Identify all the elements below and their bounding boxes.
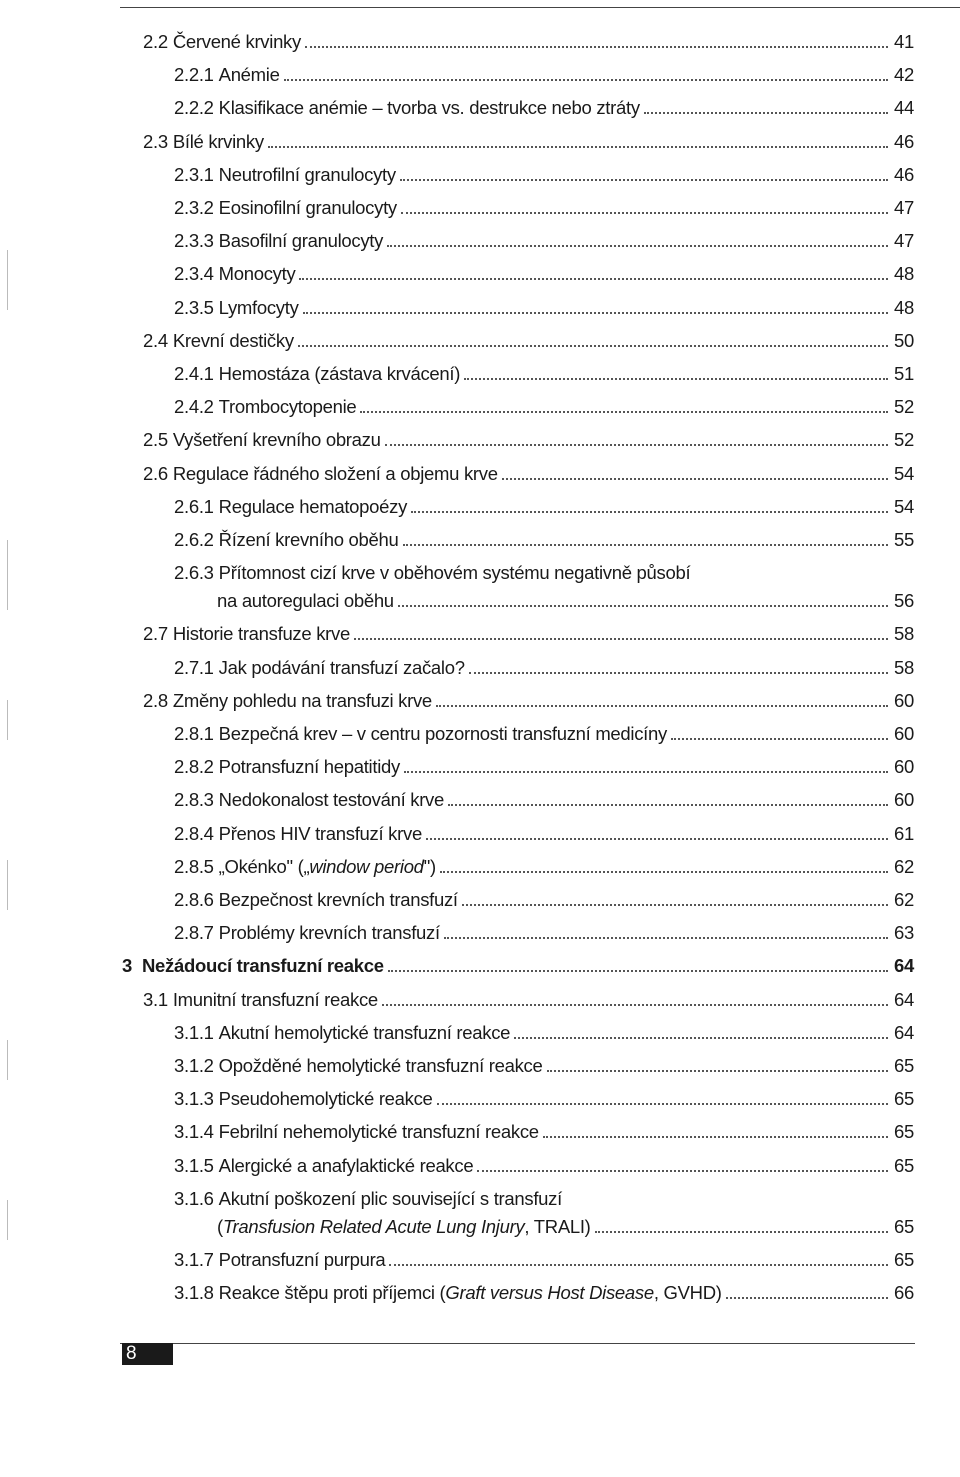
toc-entry-title: Nedokonalost testování krve: [218, 789, 444, 811]
scan-mark: [7, 250, 8, 310]
toc-entry-title: Potransfuzní hepatitidy: [218, 756, 400, 778]
toc-entry-title: Anémie: [218, 64, 280, 86]
toc-entry: [174, 723, 914, 745]
toc-entry-number: 3.1.1: [174, 1021, 214, 1043]
toc-entry: [174, 1088, 914, 1110]
toc-entry-number: 2.7.1: [174, 656, 214, 678]
toc-entry-page: 64: [894, 955, 914, 977]
dot-leader: [388, 970, 888, 972]
toc-entry-number: 2.3.3: [174, 230, 214, 252]
toc-entry-continuation: [217, 590, 914, 612]
toc-entry-title: Akutní hemolytické transfuzní reakce: [218, 1021, 511, 1043]
toc-entry-page: 64: [894, 988, 914, 1010]
top-rule: [120, 7, 960, 8]
dot-leader: [448, 804, 888, 806]
toc-entry-page: 65: [894, 1154, 914, 1176]
toc-entry: [122, 955, 914, 977]
dot-leader: [502, 478, 888, 480]
toc-entry-title: Pseudohemolytické reakce: [218, 1088, 433, 1110]
toc-entry-title: Přenos HIV transfuzí krve: [218, 822, 422, 844]
toc-entry-title: Červené krvinky: [172, 31, 301, 52]
toc-entry-title: Imunitní transfuzní reakce: [172, 988, 378, 1010]
toc-entry-page: 60: [894, 789, 914, 811]
dot-leader: [401, 212, 888, 214]
dot-leader: [444, 937, 888, 939]
dot-leader: [303, 312, 888, 314]
toc-entry-number: 2.3.1: [174, 163, 214, 185]
toc-entry-number: 2.8.6: [174, 889, 214, 910]
dot-leader: [298, 345, 888, 347]
toc-entry: [174, 1055, 914, 1077]
toc-entry: [143, 463, 914, 485]
toc-entry-title: Febrilní nehemolytické transfuzní reakce: [218, 1121, 539, 1143]
toc-entry-number: 2.6: [143, 462, 168, 484]
toc-entry-page: 41: [894, 31, 914, 52]
toc-entry-number: 2.4: [143, 329, 168, 351]
toc-entry: [174, 1282, 914, 1304]
toc-entry-number: 2.8.2: [174, 756, 214, 778]
toc-entry-page: 65: [894, 1215, 914, 1237]
toc-entry-number: 3.1.5: [174, 1154, 214, 1176]
toc-entry: [174, 789, 914, 811]
toc-entry-number: 3.1.3: [174, 1088, 214, 1110]
toc-entry-title-line2: na autoregulaci oběhu: [217, 590, 394, 612]
toc-entry-number: 2.8.5: [174, 855, 214, 877]
toc-entry-number: 2.8.3: [174, 789, 214, 811]
scan-mark: [7, 700, 8, 740]
toc-entry-title: Alergické a anafylaktické reakce: [218, 1154, 474, 1176]
toc-entry-title: „Okénko" („window period"): [218, 855, 436, 877]
toc-entry-title: Basofilní granulocyty: [218, 230, 384, 252]
toc-entry-number: 3.1.7: [174, 1249, 214, 1270]
bottom-rule: [120, 1343, 915, 1344]
toc-entry-page: 56: [894, 590, 914, 612]
toc-entry: [174, 529, 914, 551]
toc-entry-page: 52: [894, 396, 914, 418]
toc-entry-number: 2.5: [143, 429, 168, 451]
toc-entry-number: 2.3.2: [174, 197, 214, 218]
dot-leader: [403, 544, 888, 546]
toc-entry-title: Opožděné hemolytické transfuzní reakce: [218, 1055, 543, 1076]
toc-entry-number: 3.1.2: [174, 1055, 214, 1076]
toc-entry: [143, 989, 914, 1011]
toc-entry-title: Přítomnost cizí krve v oběhovém systému negativně působí: [218, 562, 691, 584]
toc-entry: [174, 1155, 914, 1177]
toc-entry-number: 2.2: [143, 31, 168, 52]
toc-entry-page: 65: [894, 1088, 914, 1110]
toc-entry-page: 60: [894, 756, 914, 778]
toc-entry-page: 66: [894, 1282, 914, 1304]
toc-entry-page: 64: [894, 1021, 914, 1043]
toc-entry-number: 3.1.8: [174, 1282, 214, 1304]
toc-entry-number: 2.8.7: [174, 922, 214, 944]
toc-entry: [174, 363, 914, 385]
toc-entry-page: 47: [894, 230, 914, 252]
scan-mark: [7, 860, 8, 910]
toc-entry-page: 51: [894, 363, 914, 384]
toc-entry: [174, 64, 914, 86]
page-number: 8: [122, 1343, 173, 1365]
toc-entry-title: Krevní destičky: [172, 329, 294, 351]
dot-leader: [671, 738, 888, 740]
scan-mark: [7, 540, 8, 610]
toc-entry-number: 2.3: [143, 130, 168, 152]
toc-entry-title: Vyšetření krevního obrazu: [172, 429, 381, 451]
dot-leader: [477, 1170, 888, 1172]
dot-leader: [354, 638, 888, 640]
toc-entry-title: Historie transfuze krve: [172, 623, 350, 645]
dot-leader: [400, 179, 888, 181]
toc-entry-page: 46: [894, 130, 914, 152]
toc-entry: [174, 297, 914, 319]
toc-entry-page: 63: [894, 922, 914, 944]
toc-entry-title: Eosinofilní granulocyty: [218, 197, 397, 218]
dot-leader: [547, 1070, 889, 1072]
toc-entry-page: 52: [894, 429, 914, 451]
toc-entry-title: Bezpečnost krevních transfuzí: [218, 889, 458, 910]
toc-entry-continuation: [217, 1216, 914, 1238]
dot-leader: [284, 79, 888, 81]
toc-entry: [174, 97, 914, 119]
toc-entry-title-line2: (Transfusion Related Acute Lung Injury, TRALI): [217, 1215, 591, 1237]
toc-entry-number: 2.6.3: [174, 562, 214, 584]
toc-entry-page: 54: [894, 495, 914, 517]
toc-entry-title: Klasifikace anémie – tvorba vs. destrukce nebo ztráty: [218, 97, 640, 119]
toc-entry-page: 58: [894, 656, 914, 678]
toc-entry-page: 65: [894, 1121, 914, 1143]
toc-entry-number: 2.2.2: [174, 97, 214, 119]
dot-leader: [387, 245, 888, 247]
toc-entry-title: Nežádoucí transfuzní reakce: [142, 955, 384, 977]
toc-entry-title: Bezpečná krev – v centru pozornosti transfuzní medicíny: [218, 723, 667, 744]
toc-entry-number: 3.1.4: [174, 1121, 214, 1143]
toc-entry-number: 3.1.6: [174, 1187, 214, 1209]
toc-entry-title: Regulace řádného složení a objemu krve: [172, 462, 498, 484]
toc-entry: [174, 562, 914, 584]
toc-entry: [174, 1188, 914, 1210]
toc-entry-page: 65: [894, 1249, 914, 1270]
toc-entry: [174, 1022, 914, 1044]
toc-entry-page: 48: [894, 263, 914, 285]
toc-entry-page: 50: [894, 329, 914, 351]
dot-leader: [440, 871, 888, 873]
toc-entry: [174, 263, 914, 285]
dot-leader: [398, 605, 888, 607]
toc-entry-title: Potransfuzní purpura: [218, 1249, 386, 1270]
dot-leader: [299, 278, 888, 280]
dot-leader: [469, 672, 888, 674]
toc-entry: [174, 1249, 914, 1271]
dot-leader: [437, 1103, 888, 1105]
toc-entry-page: 61: [894, 822, 914, 844]
toc-entry: [174, 922, 914, 944]
toc-entry: [143, 623, 914, 645]
toc-entry-title: Reakce štěpu proti příjemci (Graft versus Host Disease, GVHD): [218, 1282, 722, 1304]
dot-leader: [464, 378, 888, 380]
toc-entry-page: 55: [894, 529, 914, 550]
dot-leader: [305, 46, 888, 48]
toc-entry-title: Problémy krevních transfuzí: [218, 922, 440, 944]
dot-leader: [436, 705, 888, 707]
dot-leader: [726, 1297, 888, 1299]
dot-leader: [411, 511, 888, 513]
toc-entry: [143, 131, 914, 153]
toc-entry-title: Hemostáza (zástava krvácení): [218, 363, 461, 384]
toc-entry-title: Jak podávání transfuzí začalo?: [218, 656, 465, 678]
toc-entry: [174, 164, 914, 186]
toc-entry-title: Akutní poškození plic související s transfuzí: [218, 1187, 562, 1209]
toc-entry: [174, 823, 914, 845]
toc-entry: [174, 856, 914, 878]
toc-entry-number: 2.3.4: [174, 263, 214, 285]
toc-entry-number: 2.2.1: [174, 64, 214, 86]
toc-entry-number: 2.3.5: [174, 296, 214, 318]
toc-entry: [174, 197, 914, 219]
dot-leader: [268, 146, 888, 148]
dot-leader: [389, 1264, 888, 1266]
scan-mark: [7, 1200, 8, 1240]
scan-mark: [7, 1040, 8, 1080]
toc-entry-page: 60: [894, 723, 914, 744]
toc-entry-number: 2.6.1: [174, 495, 214, 517]
toc-entry-number: 2.4.1: [174, 363, 214, 384]
toc-entry-title: Regulace hematopoézy: [218, 495, 408, 517]
dot-leader: [543, 1136, 888, 1138]
toc-entry: [174, 889, 914, 911]
toc-entry-page: 62: [894, 855, 914, 877]
dot-leader: [360, 411, 888, 413]
toc-entry-page: 62: [894, 889, 914, 910]
dot-leader: [385, 444, 888, 446]
toc-entry-page: 47: [894, 197, 914, 218]
toc-entry-number: 2.7: [143, 623, 168, 645]
dot-leader: [514, 1037, 888, 1039]
toc-entry-page: 54: [894, 462, 914, 484]
toc-entry-title: Bílé krvinky: [172, 130, 264, 152]
toc-entry-page: 58: [894, 623, 914, 645]
toc-entry: [143, 429, 914, 451]
dot-leader: [462, 904, 888, 906]
toc-entry-number: 2.4.2: [174, 396, 214, 418]
toc-entry-page: 46: [894, 163, 914, 185]
toc-entry-page: 65: [894, 1055, 914, 1076]
dot-leader: [404, 771, 888, 773]
toc-entry-title: Lymfocyty: [218, 296, 299, 318]
toc-entry-page: 48: [894, 296, 914, 318]
toc-entry-title: Trombocytopenie: [218, 396, 357, 418]
toc-entry-number: 3: [122, 955, 132, 977]
toc-entry-number: 2.6.2: [174, 529, 214, 550]
dot-leader: [644, 112, 888, 114]
toc-entry-title: Řízení krevního oběhu: [218, 529, 399, 550]
toc-entry-number: 2.8.4: [174, 822, 214, 844]
toc-entry-page: 44: [894, 97, 914, 119]
toc-entry: [174, 496, 914, 518]
toc-entry-number: 2.8.1: [174, 723, 214, 744]
toc-entry-page: 60: [894, 689, 914, 711]
toc-entry: [174, 756, 914, 778]
toc-entry: [143, 690, 914, 712]
toc-entry-number: 2.8: [143, 689, 168, 711]
toc-entry: [174, 396, 914, 418]
toc-entry-number: 3.1: [143, 988, 168, 1010]
toc-entry: [174, 1121, 914, 1143]
dot-leader: [426, 838, 888, 840]
toc-entry-page: 42: [894, 64, 914, 86]
toc-entry: [143, 31, 914, 53]
toc-entry: [143, 330, 914, 352]
dot-leader: [595, 1231, 888, 1233]
toc-entry-title: Změny pohledu na transfuzi krve: [172, 689, 432, 711]
toc-entry: [174, 657, 914, 679]
dot-leader: [382, 1004, 888, 1006]
toc-entry: [174, 230, 914, 252]
toc-entry-title: Neutrofilní granulocyty: [218, 163, 396, 185]
toc-entry-title: Monocyty: [218, 263, 296, 285]
